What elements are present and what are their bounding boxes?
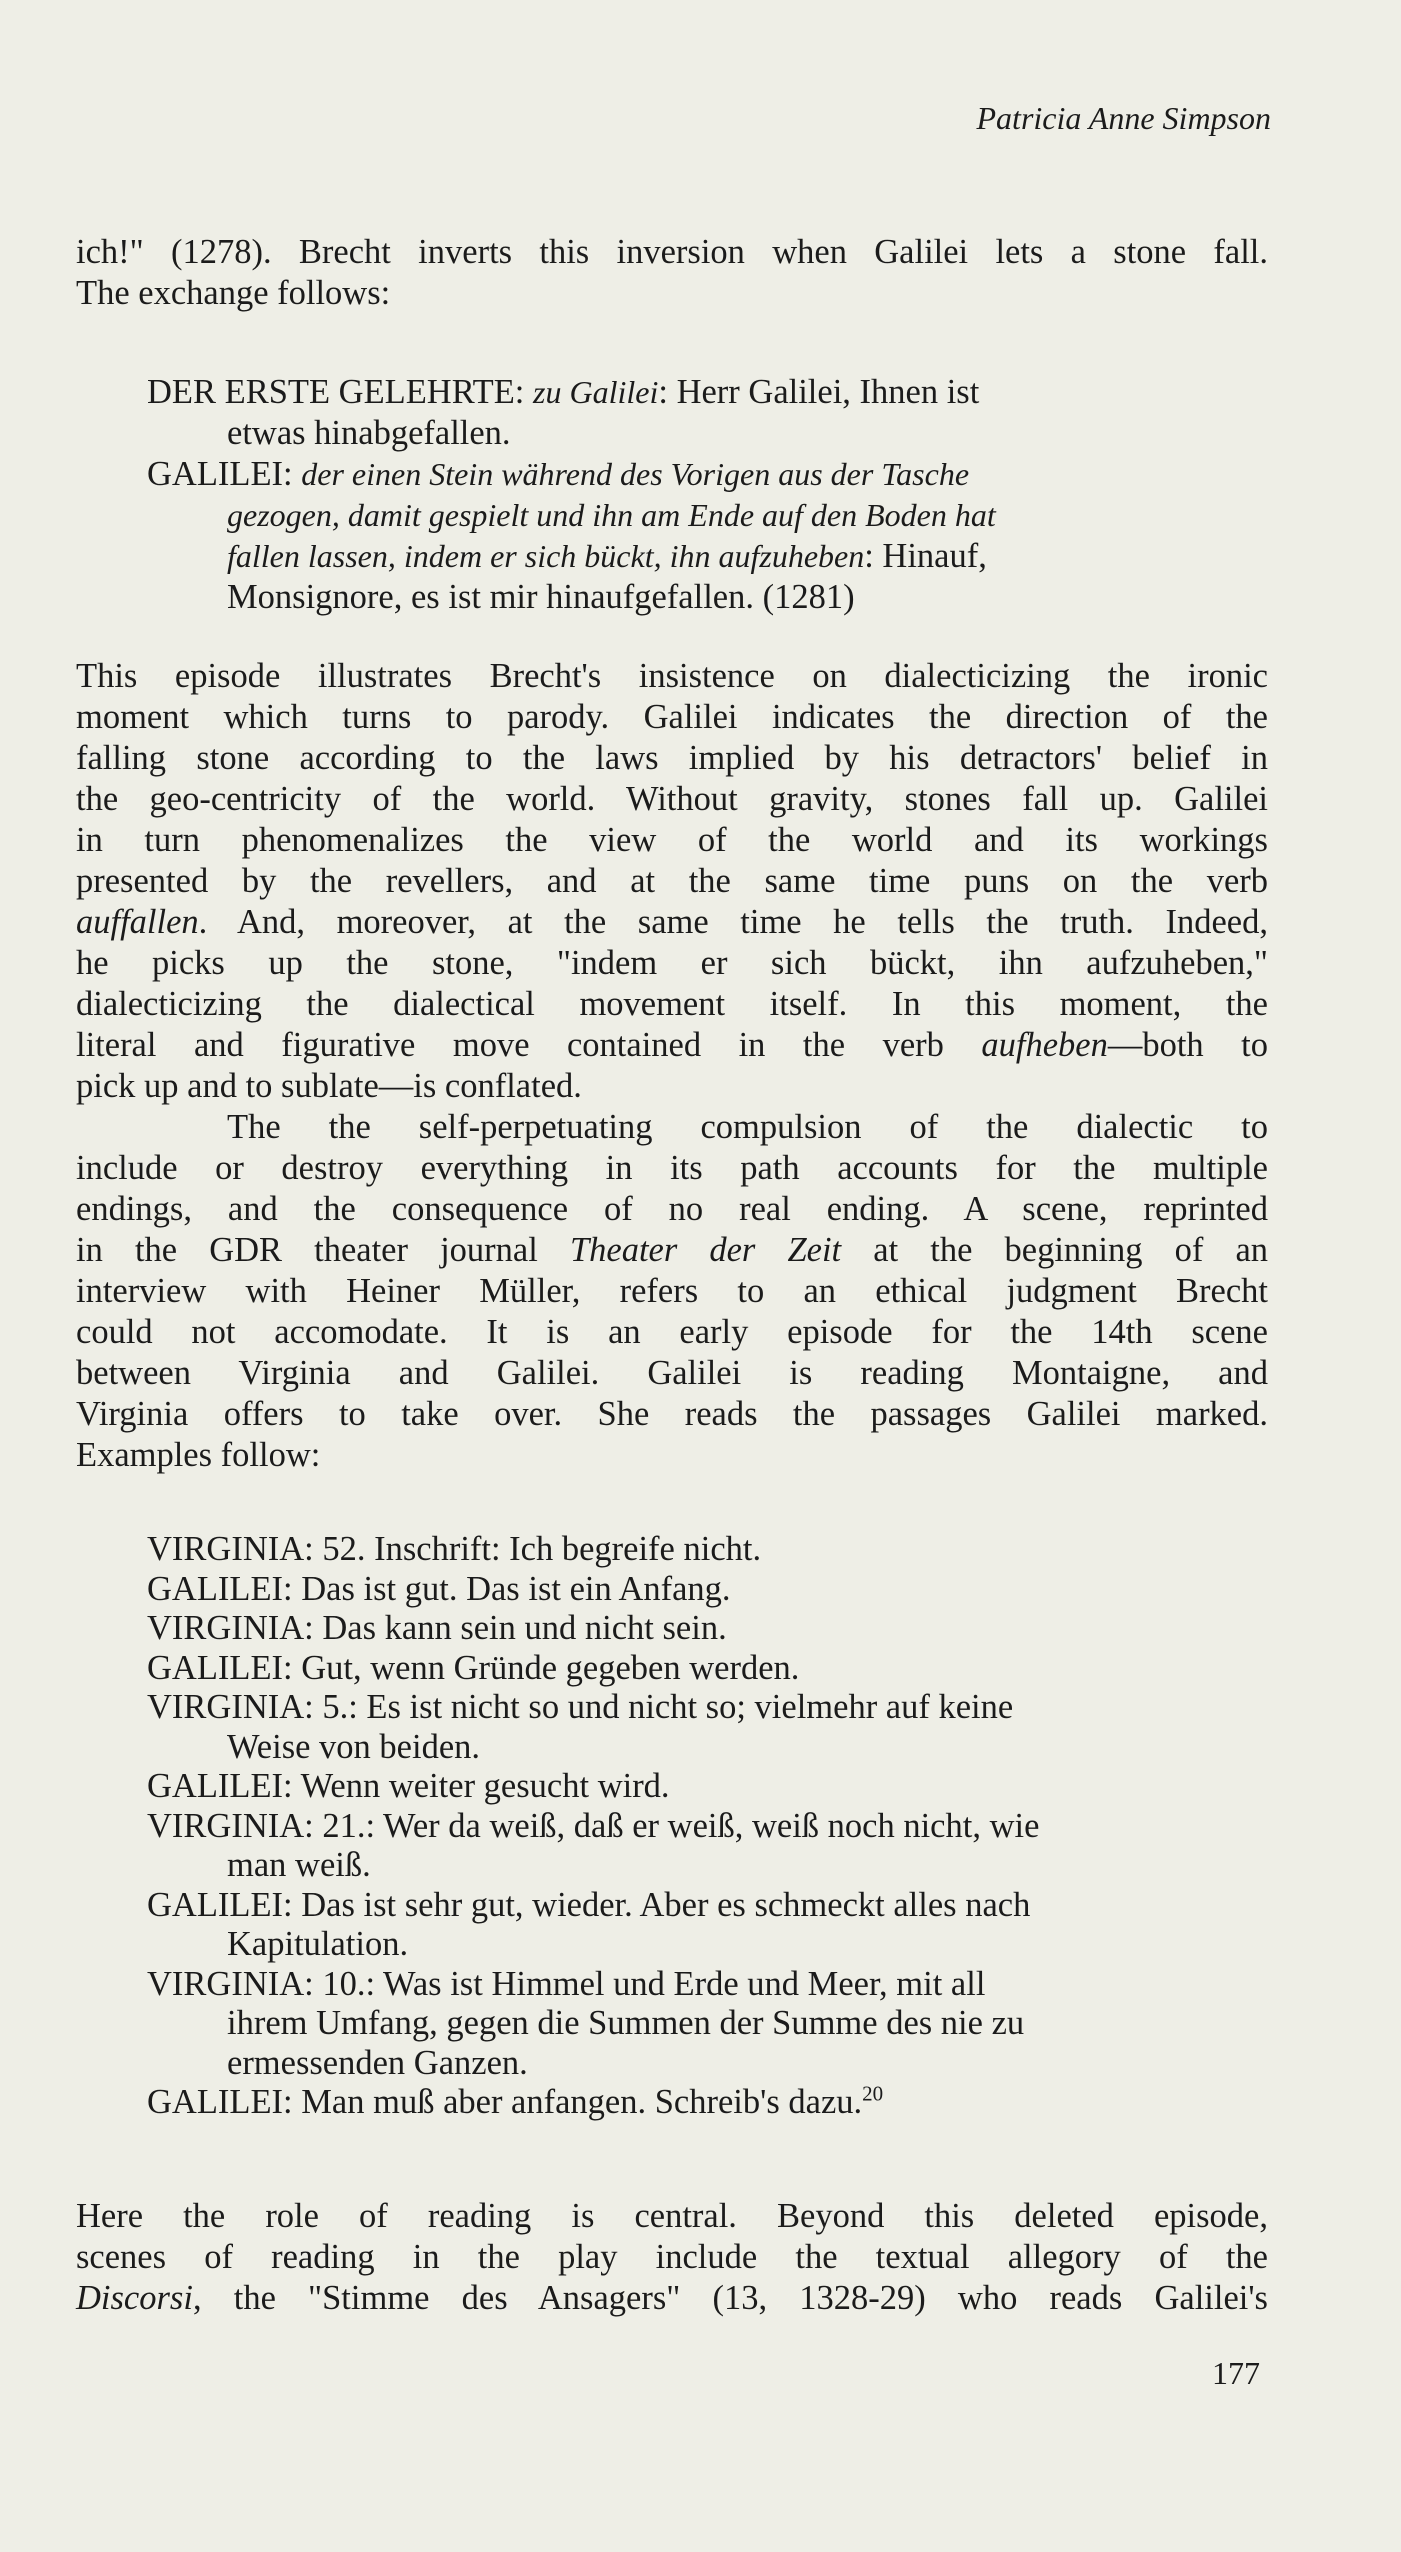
dialogue-line: VIRGINIA: 5.: Es ist nicht so und nicht so; vielmehr auf keine bbox=[147, 1688, 1014, 1726]
text-line: presented by the revellers, and at the same time puns on the verb bbox=[76, 862, 1268, 900]
text-line: dialecticizing the dialectical movement itself. In this moment, the bbox=[76, 985, 1268, 1023]
dialogue-line: ihrem Umfang, gegen die Summen der Summe des nie zu bbox=[227, 2004, 1025, 2042]
dialogue-line: DER ERSTE GELEHRTE: zu Galilei: Herr Galilei, Ihnen ist bbox=[147, 373, 980, 411]
dialogue-line: GALILEI: Wenn weiter gesucht wird. bbox=[147, 1767, 670, 1805]
text-line: in turn phenomenalizes the view of the world and its workings bbox=[76, 821, 1268, 859]
dialogue-line: gezogen, damit gespielt und ihn am Ende auf den Boden hat bbox=[227, 497, 996, 533]
text-line: include or destroy everything in its path accounts for the multiple bbox=[76, 1149, 1268, 1187]
dialogue-line: GALILEI: Das ist gut. Das ist ein Anfang. bbox=[147, 1569, 731, 1608]
footnote-marker: 20 bbox=[862, 2081, 884, 2106]
text-line: in the GDR theater journal Theater der Zeit at the beginning of an bbox=[76, 1231, 1269, 1269]
text-line: interview with Heiner Müller, refers to an ethical judgment Brecht bbox=[76, 1272, 1268, 1310]
text-line: pick up and to sublate—is conflated. bbox=[76, 1067, 582, 1105]
paragraph-reading bbox=[76, 2196, 1268, 2319]
text-line: Examples follow: bbox=[76, 1436, 321, 1474]
text-line: could not accomodate. It is an early episode for the 14th scene bbox=[76, 1313, 1268, 1351]
dialogue-line: Kapitulation. bbox=[227, 1925, 409, 1963]
text-line: he picks up the stone, "indem er sich bückt, ihn aufzuheben," bbox=[76, 944, 1268, 982]
running-head-author: Patricia Anne Simpson bbox=[976, 100, 1271, 136]
text-line: ich!" (1278). Brecht inverts this inversion when Galilei lets a stone fall. bbox=[76, 233, 1268, 271]
text-line: Discorsi, the "Stimme des Ansagers" (13, 1328-29) who reads Galilei's bbox=[76, 2279, 1268, 2317]
dialogue-line: VIRGINIA: 52. Inschrift: Ich begreife nicht. bbox=[147, 1530, 762, 1568]
text-line: moment which turns to parody. Galilei indicates the direction of the bbox=[76, 698, 1268, 736]
dialogue-line: Weise von beiden. bbox=[227, 1727, 481, 1766]
dialogue-line: VIRGINIA: 21.: Wer da weiß, daß er weiß, weiß noch nicht, wie bbox=[147, 1806, 1040, 1845]
paragraph-intro bbox=[76, 232, 1268, 314]
page-number: 177 bbox=[1212, 2355, 1260, 2391]
text-line: Virginia offers to take over. She reads the passages Galilei marked. bbox=[76, 1395, 1268, 1433]
dialogue-line: GALILEI: der einen Stein während des Vorigen aus der Tasche bbox=[147, 455, 970, 493]
dialogue-line: VIRGINIA: 10.: Was ist Himmel und Erde und Meer, mit all bbox=[147, 1964, 986, 2003]
text-line: falling stone according to the laws implied by his detractors' belief in bbox=[76, 739, 1268, 777]
text-line: endings, and the consequence of no real ending. A scene, reprinted bbox=[76, 1190, 1268, 1228]
dialogue-line: GALILEI: Gut, wenn Gründe gegeben werden. bbox=[147, 1648, 800, 1687]
paragraph-episode bbox=[76, 656, 1268, 1107]
text-line: scenes of reading in the play include the textual allegory of the bbox=[76, 2238, 1268, 2276]
dialogue-line: Monsignore, es ist mir hinaufgefallen. (1281) bbox=[227, 578, 855, 616]
dialogue-line: GALILEI: Das ist sehr gut, wieder. Aber es schmeckt alles nach bbox=[147, 1885, 1031, 1924]
dialogue-line: VIRGINIA: Das kann sein und nicht sein. bbox=[147, 1609, 727, 1647]
paragraph-dialectic bbox=[76, 1107, 1268, 1476]
dialogue-line: ermessenden Ganzen. bbox=[227, 2043, 528, 2082]
dialogue-line: man weiß. bbox=[227, 1846, 371, 1884]
dialogue-line: GALILEI: Man muß aber anfangen. Schreib's dazu.$^{20}$ bbox=[147, 2081, 884, 2121]
text-line: This episode illustrates Brecht's insistence on dialecticizing the ironic bbox=[76, 657, 1268, 695]
text-line: the geo-centricity of the world. Without gravity, stones fall up. Galilei bbox=[76, 780, 1268, 818]
text-line: between Virginia and Galilei. Galilei is reading Montaigne, and bbox=[76, 1354, 1268, 1392]
text-line: The the self-perpetuating compulsion of the dialectic to bbox=[227, 1108, 1268, 1146]
text-line: The exchange follows: bbox=[76, 274, 391, 312]
text-line: Here the role of reading is central. Beyond this deleted episode, bbox=[76, 2197, 1268, 2235]
quote-block-2 bbox=[147, 1530, 1277, 2123]
text-line: auffallen. And, moreover, at the same time he tells the truth. Indeed, bbox=[76, 903, 1268, 941]
quote-block-1 bbox=[147, 372, 1277, 618]
text-line: literal and figurative move contained in the verb aufheben—both to bbox=[76, 1026, 1269, 1064]
dialogue-line: etwas hinabgefallen. bbox=[227, 414, 511, 452]
dialogue-line: fallen lassen, indem er sich bückt, ihn aufzuheben: Hinauf, bbox=[227, 537, 987, 575]
